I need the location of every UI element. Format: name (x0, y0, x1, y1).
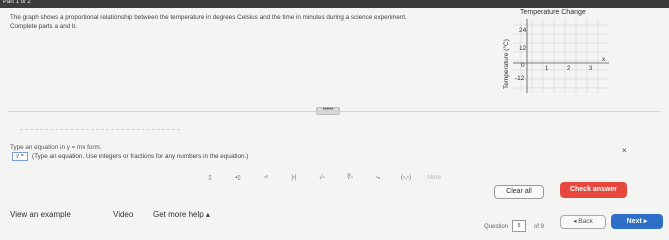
answer-hint: (Type an equation. Use integers or fractions for any numbers in the equation.) (32, 153, 249, 160)
exponent-tool[interactable]: ▫ⁿ (263, 175, 269, 181)
x-tick-label: 1 (545, 66, 549, 72)
clear-all-button[interactable]: Clear all (494, 185, 544, 199)
square-root-tool[interactable]: √▫ (319, 175, 325, 181)
answer-row (12, 152, 248, 161)
y-axis-title: Temperature (°C) (503, 39, 510, 89)
more-tools[interactable]: More (427, 175, 441, 181)
top-bar (0, 0, 669, 8)
back-button[interactable]: ◂ Back (560, 215, 606, 229)
section-divider (8, 111, 660, 112)
y-tick-label: 12 (519, 45, 527, 52)
answer-input[interactable]: y = (12, 152, 28, 161)
problem-statement: The graph shows a proportional relationship between the temperature in degrees Celsius and the time in minutes during a science experiment. Complete parts a and b. (10, 14, 407, 30)
get-more-help-link[interactable]: Get more help ▴ (153, 210, 210, 219)
math-palette (196, 172, 448, 184)
part-indicator: Part 1 of 2 (3, 0, 31, 5)
x-tick-label: 3 (589, 66, 593, 72)
question-total: of 9 (534, 224, 545, 230)
y-tick-label: -12 (515, 75, 525, 82)
subscript-tool[interactable]: ▫ₙ (375, 175, 381, 181)
graph-title: Temperature Change (520, 9, 586, 16)
scribble-line (20, 129, 180, 130)
expand-more-button[interactable]: ••••• (316, 107, 340, 115)
graph-grid (513, 19, 609, 93)
graph[interactable] (497, 17, 609, 93)
close-icon[interactable]: × (622, 146, 627, 155)
question-label: Question (484, 224, 509, 230)
fraction-tool[interactable]: ▯ (208, 175, 212, 181)
x-axis-marker: x (602, 56, 606, 63)
answer-instruction: Type an equation in y = mx form. (10, 144, 102, 151)
view-example-link[interactable]: View an example (10, 210, 71, 219)
y-axis-label (497, 17, 513, 93)
graph-plot (513, 19, 609, 93)
y-tick-label: 24 (519, 27, 527, 34)
x-tick-label: 2 (567, 66, 571, 72)
ordered-pair-tool[interactable]: (▫,▫) (401, 175, 411, 181)
y-tick-label: 0 (521, 62, 525, 69)
mixed-number-tool[interactable]: ▪▯ (235, 175, 241, 181)
next-button[interactable]: Next ▸ (611, 214, 663, 229)
question-number-input[interactable]: 8 (512, 220, 526, 232)
check-answer-button[interactable]: Check answer (560, 182, 627, 198)
nth-root-tool[interactable]: ∛▫ (347, 175, 353, 181)
absolute-value-tool[interactable]: |▫| (291, 175, 297, 181)
video-link[interactable]: Video (113, 210, 134, 219)
